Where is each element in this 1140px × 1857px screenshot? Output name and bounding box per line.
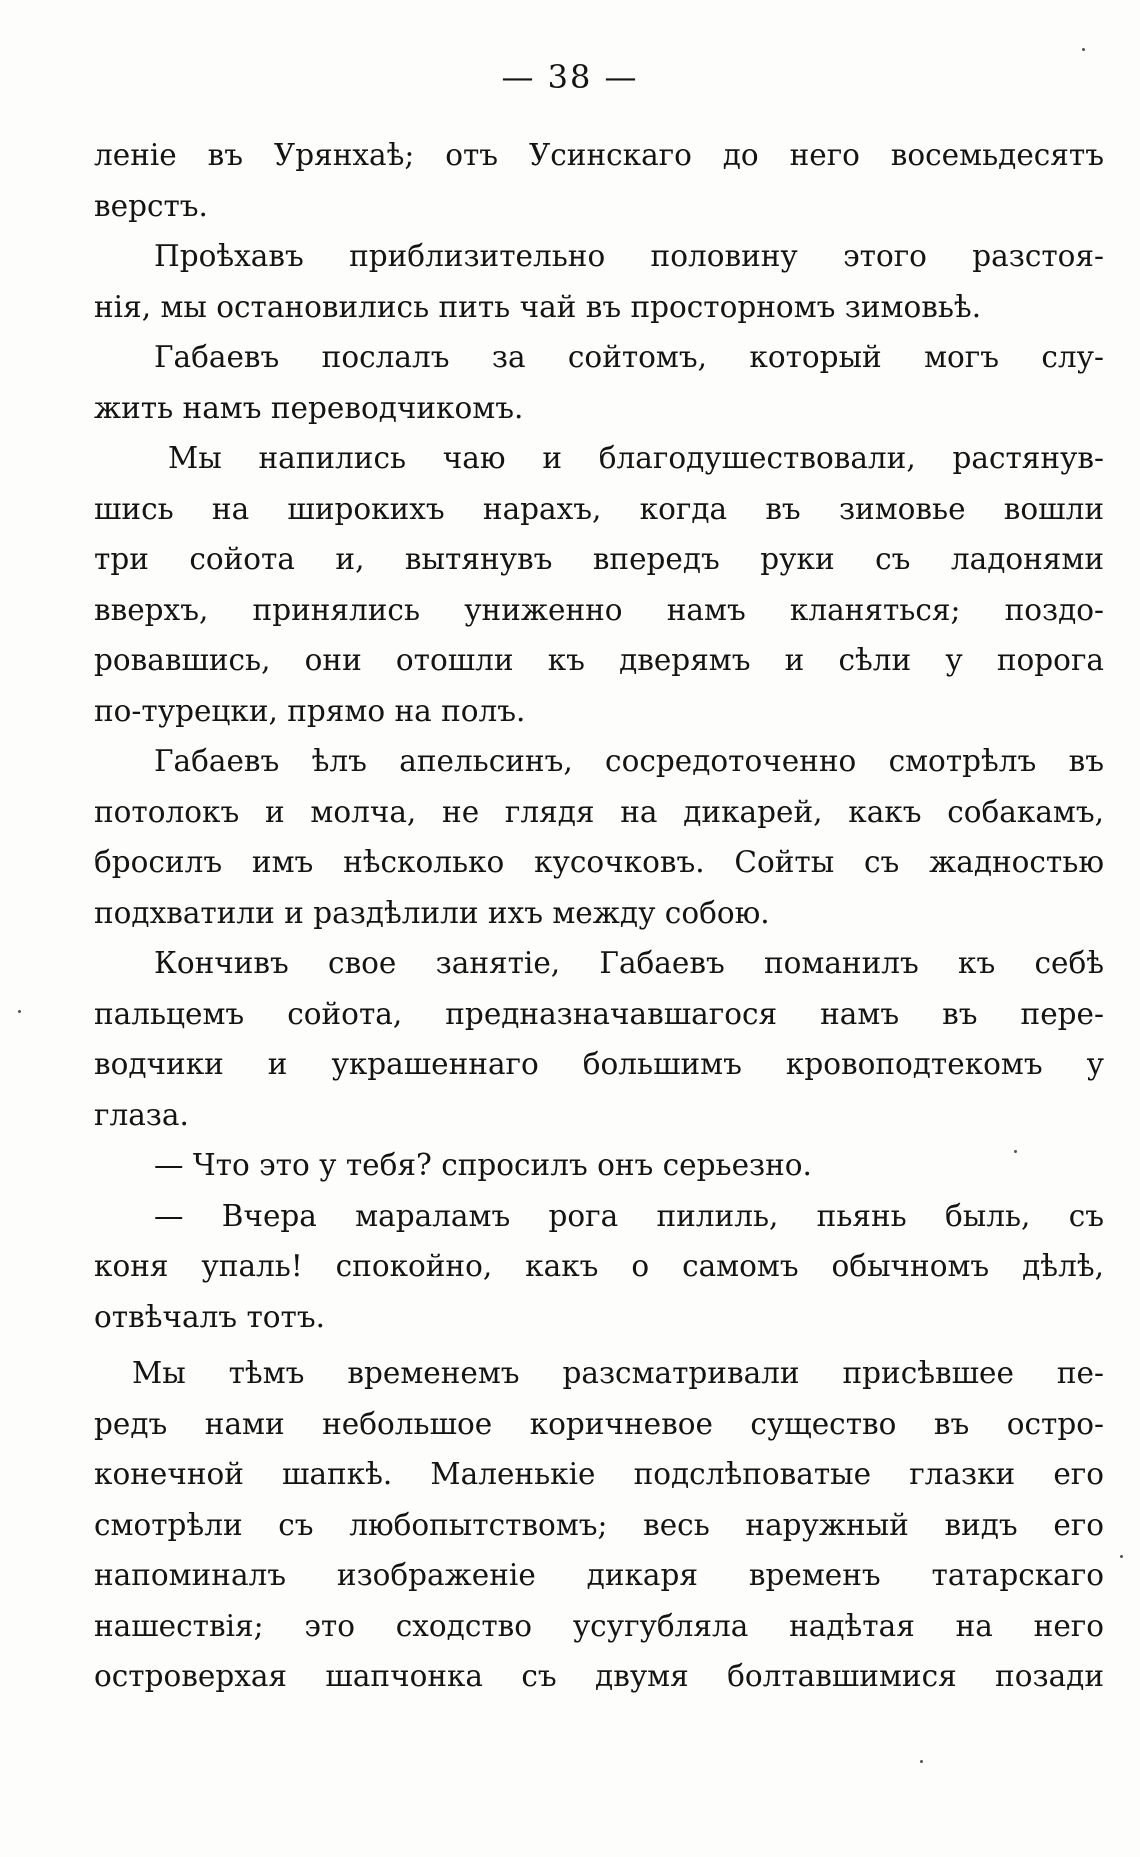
text-line: Габаевъ ѣлъ апельсинъ, сосредоточенно смотрѣлъ въ — [154, 744, 1104, 778]
text-line: Кончивъ свое занятіе, Габаевъ поманилъ къ себѣ — [154, 946, 1104, 980]
text-line: коня упаль! спокойно, какъ о самомъ обычномъ дѣлѣ, — [94, 1249, 1104, 1283]
text-line: редъ нами небольшое коричневое существо въ остро- — [94, 1406, 1104, 1441]
text-line: вверхъ, принялись униженно намъ кланяться; поздо- — [94, 592, 1104, 627]
paragraph — [94, 1140, 1104, 1191]
scan-speck — [1120, 1555, 1123, 1558]
text-line: бросилъ имъ нѣсколько кусочковъ. Сойты съ жадностью — [94, 845, 1104, 879]
scan-speck — [1014, 1150, 1017, 1153]
paragraph — [94, 433, 1104, 736]
text-line: ровавшись, они отошли къ дверямъ и сѣли у порога — [94, 643, 1104, 677]
scan-speck — [18, 1010, 21, 1013]
paragraph — [94, 332, 1104, 433]
text-line: Габаевъ послалъ за сойтомъ, который могъ слу- — [154, 340, 1104, 374]
text-line: — Вчера мараламъ рога пилиль, пьянь быль, съ — [154, 1198, 1104, 1233]
paragraph — [94, 938, 1104, 1140]
text-line: напоминалъ изображеніе дикаря временъ татарскаго — [94, 1558, 1104, 1592]
paragraph — [94, 1348, 1104, 1702]
text-line: верстъ. — [94, 188, 208, 223]
text-line: — Что это у тебя? спросилъ онъ серьезно. — [154, 1148, 812, 1182]
paragraph — [94, 231, 1104, 332]
text-line: потолокъ и молча, не глядя на дикарей, какъ собакамъ, — [94, 794, 1104, 829]
text-line: Проѣхавъ приблизительно половину этого разстоя- — [154, 239, 1104, 273]
paragraph — [94, 1191, 1104, 1343]
text-line: по-турецки, прямо на полъ. — [94, 693, 526, 728]
text-line: конечной шапкѣ. Маленькіе подслѣповатые глазки его — [94, 1457, 1104, 1491]
text-line: шись на широкихъ нарахъ, когда въ зимовье вошли — [94, 491, 1104, 526]
text-line: водчики и украшеннаго большимъ кровоподтекомъ у — [94, 1047, 1104, 1081]
text-line: жить намъ переводчикомъ. — [94, 390, 524, 425]
text-line: три сойота и, вытянувъ впередъ руки съ ладонями — [94, 542, 1104, 576]
text-line: пальцемъ сойота, предназначавшагося намъ въ пере- — [94, 996, 1104, 1031]
text-line: леніе въ Урянхаѣ; отъ Усинскаго до него восемьдесятъ — [94, 138, 1104, 172]
page-number: — 38 — — [501, 58, 639, 96]
text-line: отвѣчалъ тотъ. — [94, 1299, 326, 1334]
text-line: глаза. — [94, 1097, 189, 1132]
text-line: подхватили и раздѣлили ихъ между собою. — [94, 895, 770, 930]
text-line: смотрѣли съ любопытствомъ; весь наружный видъ его — [94, 1507, 1104, 1542]
text-line: Мы тѣмъ временемъ разсматривали присѣвшее пе- — [132, 1356, 1104, 1390]
paragraph — [94, 130, 1104, 231]
scan-speck — [920, 1760, 923, 1763]
scan-speck — [1082, 48, 1085, 51]
text-line: нія, мы остановились пить чай въ просторномъ зимовьѣ. — [94, 289, 982, 324]
text-line: нашествія; это сходство усугубляла надѣтая на него — [94, 1608, 1104, 1643]
text-line: Мы напились чаю и благодушествовали, растянув- — [168, 441, 1104, 475]
text-line: островерхая шапчонка съ двумя болтавшимися позади — [94, 1659, 1104, 1693]
paragraph — [94, 736, 1104, 938]
page-body-text — [94, 130, 1104, 1702]
